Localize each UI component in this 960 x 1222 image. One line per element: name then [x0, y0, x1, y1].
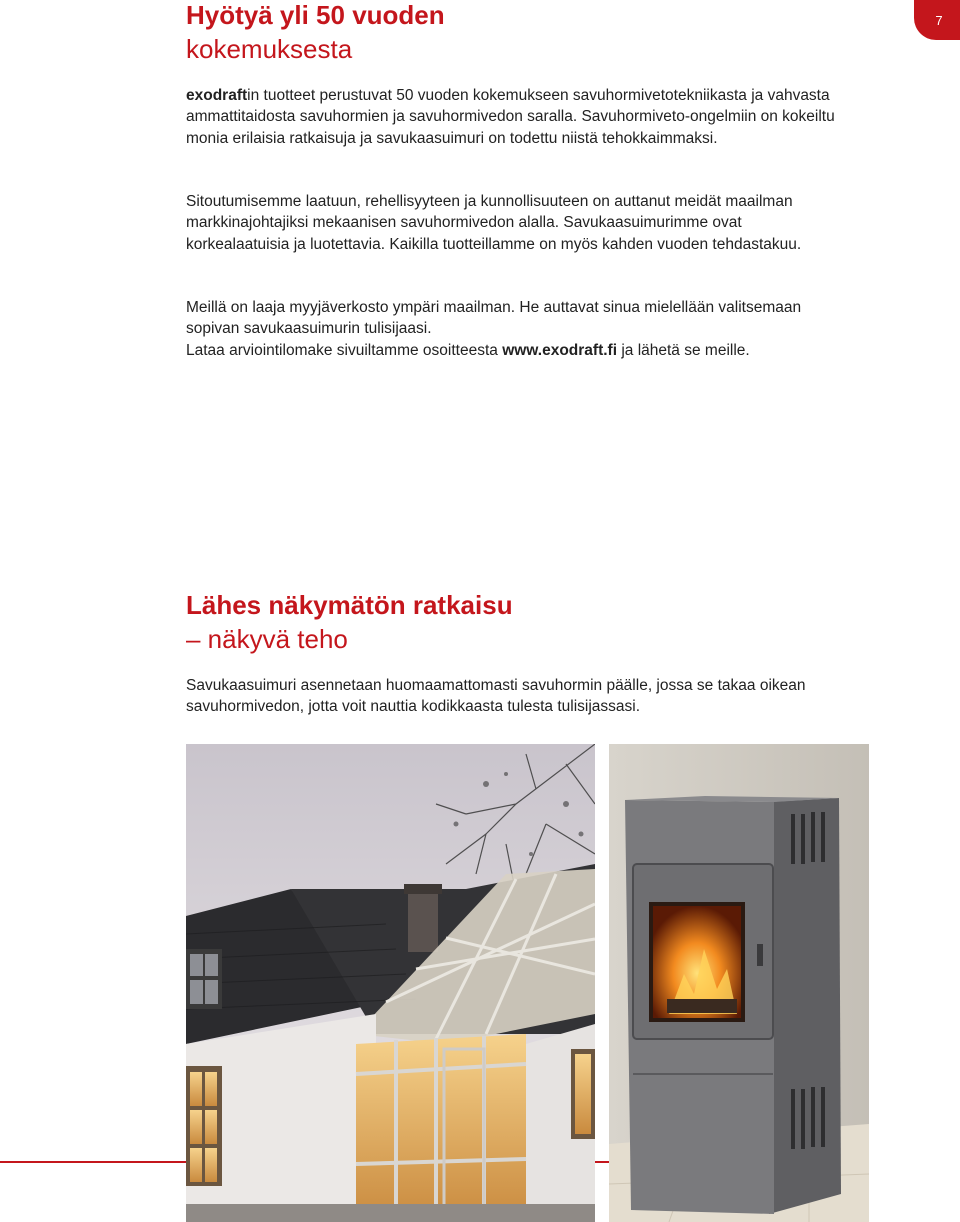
section1-paragraph-1	[186, 85, 836, 149]
section1-title: Hyötyä yli 50 vuoden	[186, 0, 445, 30]
website-link[interactable]: www.exodraft.fi	[502, 341, 618, 359]
decorative-rule-middle	[595, 1161, 609, 1163]
brand-name: exodraft	[186, 87, 248, 104]
section2-paragraph-1: Savukaasuimuri asennetaan huomaamattomasti savuhormin päälle, jossa se takaa oikean savuhormivedon, jotta voit nauttia kodikkaasta tulesta tulisijassasi.	[186, 677, 806, 716]
section1-paragraph-2: Sitoutumisemme laatuun, rehellisyyteen ja kunnollisuuteen on auttanut meidät maailman markkinajohtajiksi mekaanisen savuhormivedon alalla. Savukaasuimurimme ovat korkealaatuisia ja luotettavia. Kaikilla tuotteillamme on myös kahden vuoden tehdastakuu.	[186, 193, 802, 253]
section2-subtitle: – näkyvä teho	[186, 624, 348, 654]
section1-paragraph-3	[186, 297, 836, 361]
section1-subtitle: kokemuksesta	[186, 34, 353, 64]
decorative-rule-left	[0, 1161, 186, 1163]
paragraph-3-text-b: Lataa arviointilomake sivuiltamme osoitteesta	[186, 341, 503, 359]
section2-title: Lähes näkymätön ratkaisu	[186, 590, 513, 620]
page-number-badge	[914, 0, 960, 40]
house-photo	[186, 744, 595, 1222]
page-number: 7	[935, 12, 943, 28]
wood-stove-photo	[609, 744, 869, 1222]
paragraph-3-text-a: Meillä on laaja myyjäverkosto ympäri maailman. He auttavat sinua mielellään valitsemaan sopivan savukaasuimurin tulisijaasi.	[186, 299, 802, 338]
paragraph-3-text-c: ja lähetä se meille.	[617, 341, 750, 359]
paragraph-1-text: in tuotteet perustuvat 50 vuoden kokemukseen savuhormivetotekniikasta ja vahvasta ammattitaidosta savuhormien ja savuhormivedon saralla. Savuhormiveto-ongelmiin on kokeiltu monia erilaisia ratkaisuja ja savukaasuimuri on todettu niistä tehokkaimmaksi.	[186, 87, 835, 147]
